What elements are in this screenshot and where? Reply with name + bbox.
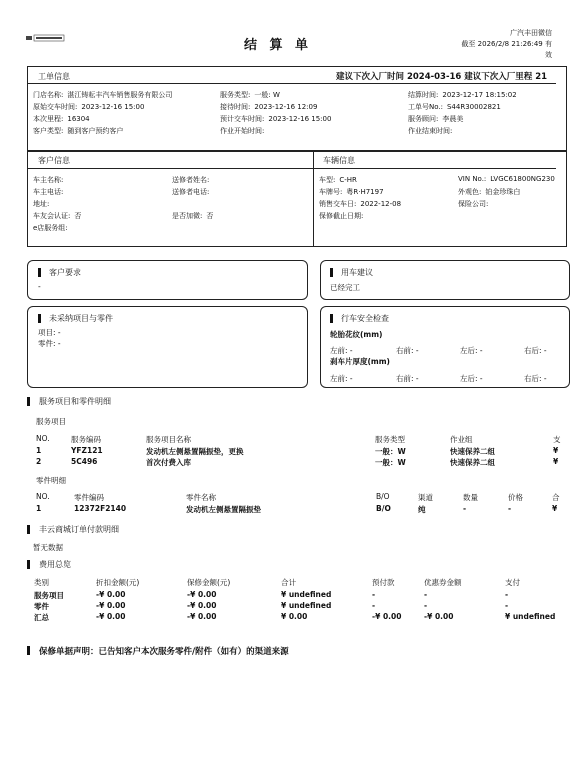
fees-cell: - [424, 590, 428, 599]
fees-cell: ¥ undefined [505, 612, 556, 621]
field-label: 保修截止日期: [319, 212, 364, 220]
field-label: 原始交车时间: [33, 103, 78, 111]
service-cell: 快速保养二组 [450, 458, 495, 467]
services-title: 服务项目 [36, 417, 66, 426]
fees-cell: ¥ 0.00 [281, 612, 308, 621]
field-label: 客户类型: [33, 127, 64, 135]
print-time: 截至 2026/2/8 21:26:49 有 [461, 40, 552, 48]
brake-title: 刹车片厚度(mm) [330, 357, 390, 366]
work-order-field [408, 114, 463, 124]
field-label: 车主名称: [33, 176, 64, 184]
field-label: 车友会认证: [33, 212, 71, 220]
service-section-title: 服务项目和零件明细 [39, 397, 111, 406]
brake-value: 右前: - [396, 374, 419, 383]
service-header: 服务编码 [71, 435, 101, 444]
fees-cell: -¥ 0.00 [424, 612, 454, 621]
customer-field [172, 175, 213, 185]
vehicle-field [458, 175, 555, 183]
fees-cell: - [505, 601, 509, 610]
print-note: 效 [545, 51, 552, 59]
field-value: 2023-12-16 15:00 [268, 115, 332, 123]
fees-cell: ¥ undefined [281, 601, 332, 610]
brake-value: 左前: - [330, 374, 353, 383]
field-label: 预计交车时间: [220, 115, 265, 123]
service-cell: 一般：W [375, 458, 406, 467]
fengyun-title: 丰云商城订单付款明细 [39, 525, 119, 534]
work-order-field [33, 126, 123, 136]
unadopted-title: 未采纳项目与零件 [49, 314, 113, 323]
field-value: 2022-12-08 [360, 200, 402, 208]
customer-request-title: 客户要求 [49, 268, 81, 277]
field-label: 车主电话: [33, 188, 64, 196]
vehicle-title: 车辆信息 [323, 156, 355, 165]
field-value: 2023-12-17 18:15:02 [442, 91, 517, 99]
field-label: e店服务组: [33, 224, 68, 232]
parts-header: 渠道 [418, 493, 433, 502]
suggestion-box [320, 260, 570, 300]
fees-header: 支付 [505, 578, 520, 587]
parts-cell: 1 [36, 504, 42, 513]
field-label: 外观色: [458, 188, 482, 196]
page-title: 结 算 单 [243, 38, 313, 53]
field-value: 铂金珍珠白 [485, 188, 521, 196]
parts-cell: ¥ [552, 504, 558, 513]
parts-cell: 纯 [418, 505, 426, 514]
field-value: 李晨美 [442, 115, 464, 123]
fees-cell: -¥ 0.00 [96, 601, 126, 610]
field-value: 随到客户预约客户 [67, 127, 124, 135]
field-value: 否 [74, 212, 82, 220]
vehicle-field [319, 187, 384, 197]
brake-value: 左后: - [460, 374, 483, 383]
parts-cell: B/O [376, 504, 391, 513]
tire-value: 左前: - [330, 346, 353, 355]
tire-value: 右后: - [524, 346, 547, 355]
brake-value: 右后: - [524, 374, 547, 383]
field-value: C-HR [339, 176, 357, 184]
service-cell: 首次付费入库 [146, 458, 191, 467]
service-cell: 1 [36, 446, 42, 455]
service-cell: 发动机左侧悬置隔振垫，更换 [146, 447, 244, 456]
work-order-field [408, 90, 517, 100]
fees-cell: - [505, 590, 509, 599]
field-label: 服务顾问: [408, 115, 439, 123]
parts-title: 零件明细 [36, 476, 66, 485]
field-label: 销售交车日: [319, 200, 357, 208]
org-name: 广汽丰田微信 [510, 29, 552, 37]
parts-header: NO. [36, 492, 50, 501]
work-order-title: 工单信息 [38, 72, 70, 81]
work-order-field [220, 90, 280, 100]
parts-cell: 发动机左侧悬置隔振垫 [186, 505, 261, 514]
vehicle-field [319, 211, 367, 221]
fees-cell: -¥ 0.00 [187, 590, 217, 599]
field-value: 2023-12-16 12:09 [254, 103, 318, 111]
fees-cell: -¥ 0.00 [187, 601, 217, 610]
work-order-field [220, 102, 317, 112]
unadopted-project: 项目: - [38, 328, 61, 337]
service-cell: 2 [36, 457, 42, 466]
fees-cell: 汇总 [34, 613, 49, 622]
work-order-field [220, 114, 331, 124]
customer-field [172, 187, 213, 197]
service-header: 服务类型 [375, 435, 405, 444]
fengyun-empty: 暂无数据 [33, 543, 63, 552]
service-cell: 一般：W [375, 447, 406, 456]
vehicle-field [319, 199, 401, 209]
fees-cell: - [372, 590, 376, 599]
customer-field [172, 211, 213, 221]
field-value: 16304 [67, 115, 90, 123]
field-value: LVGC61800NG230 [490, 175, 555, 183]
field-label: 工单号No.: [408, 103, 443, 111]
parts-header: 数量 [463, 493, 478, 502]
fees-cell: 零件 [34, 602, 49, 611]
field-label: 门店名称: [33, 91, 64, 99]
customer-title: 客户信息 [38, 156, 70, 165]
fees-cell: ¥ undefined [281, 590, 332, 599]
fees-cell: - [372, 601, 376, 610]
field-label: 作业开始时间: [220, 127, 265, 135]
fees-header: 合计 [281, 578, 296, 587]
vehicle-field [319, 175, 357, 185]
suggestion-content: 已经完工 [330, 283, 360, 292]
service-cell: ¥ [553, 446, 559, 455]
parts-header: 合 [552, 493, 560, 502]
work-order-field [220, 126, 268, 136]
header-meta [461, 28, 552, 61]
field-label: 送修者电话: [172, 188, 210, 196]
parts-cell: - [508, 504, 512, 513]
customer-request-content: - [38, 282, 41, 291]
tire-value: 左后: - [460, 346, 483, 355]
fees-cell: -¥ 0.00 [372, 612, 402, 621]
field-label: 保险公司: [458, 200, 489, 208]
customer-field [33, 187, 67, 197]
work-order-field [408, 102, 501, 112]
safety-title: 行车安全检查 [341, 314, 389, 323]
service-cell: YFZ121 [71, 446, 103, 455]
parts-header: 零件编码 [74, 493, 104, 502]
fees-header: 类别 [34, 578, 49, 587]
parts-cell: - [463, 504, 467, 513]
fees-header: 预付款 [372, 578, 395, 587]
fees-title: 费用总览 [39, 560, 71, 569]
service-cell: ¥ [553, 457, 559, 466]
field-label: 作业结束时间: [408, 127, 453, 135]
customer-field [33, 223, 72, 233]
field-value: 一般: W [254, 91, 280, 99]
parts-header: 价格 [508, 493, 523, 502]
fees-cell: 服务项目 [34, 591, 64, 600]
service-header: NO. [36, 434, 50, 443]
field-label: 是否加微: [172, 212, 203, 220]
field-label: 接待时间: [220, 103, 251, 111]
field-label: 本次里程: [33, 115, 64, 123]
customer-field [33, 211, 81, 221]
fees-cell: -¥ 0.00 [187, 612, 217, 621]
field-value: S44R30002821 [446, 103, 501, 111]
field-label: VIN No.: [458, 175, 487, 183]
field-label: 送修者姓名: [172, 176, 210, 184]
parts-header: B/O [376, 492, 390, 501]
fees-header: 折扣金额(元) [96, 578, 140, 587]
vehicle-field [458, 199, 492, 209]
suggestion-title: 用车建议 [341, 268, 373, 277]
service-header: 支 [553, 435, 561, 444]
field-value: 2023-12-16 15:00 [81, 103, 145, 111]
parts-header: 零件名称 [186, 493, 216, 502]
vehicle-field [458, 187, 520, 197]
service-header: 作业组 [450, 435, 473, 444]
work-order-field [33, 114, 90, 124]
field-value: 否 [206, 212, 214, 220]
unadopted-parts: 零件: - [38, 339, 61, 348]
parts-cell: 12372F2140 [74, 504, 127, 513]
field-label: 地址: [33, 200, 50, 208]
service-cell: 5C496 [71, 457, 98, 466]
tire-value: 右前: - [396, 346, 419, 355]
customer-field [33, 199, 53, 209]
work-order-field [408, 126, 456, 136]
field-label: 结算时间: [408, 91, 439, 99]
fees-cell: -¥ 0.00 [96, 612, 126, 621]
customer-field [33, 175, 67, 185]
declaration: 保修单据声明：已告知客户本次服务零件/附件（如有）的渠道来源 [39, 647, 289, 657]
tire-title: 轮胎花纹(mm) [330, 330, 383, 339]
fees-header: 保修金额(元) [187, 578, 231, 587]
work-order-field [33, 102, 144, 112]
field-label: 车牌号: [319, 188, 343, 196]
service-header: 服务项目名称 [146, 435, 191, 444]
field-value: 湛江铸耘丰汽车销售服务有限公司 [67, 91, 173, 99]
fees-header: 优惠券金额 [424, 578, 462, 587]
field-label: 车型: [319, 176, 336, 184]
work-order-field [33, 90, 172, 100]
service-cell: 快速保养二组 [450, 447, 495, 456]
next-visit: 建议下次入厂时间 2024-03-16 建议下次入厂里程 21 [336, 72, 548, 82]
field-label: 服务类型: [220, 91, 251, 99]
fees-cell: - [424, 601, 428, 610]
customer-request-box [27, 260, 308, 300]
field-value: 粤R·H7197 [346, 188, 384, 196]
fees-cell: -¥ 0.00 [96, 590, 126, 599]
